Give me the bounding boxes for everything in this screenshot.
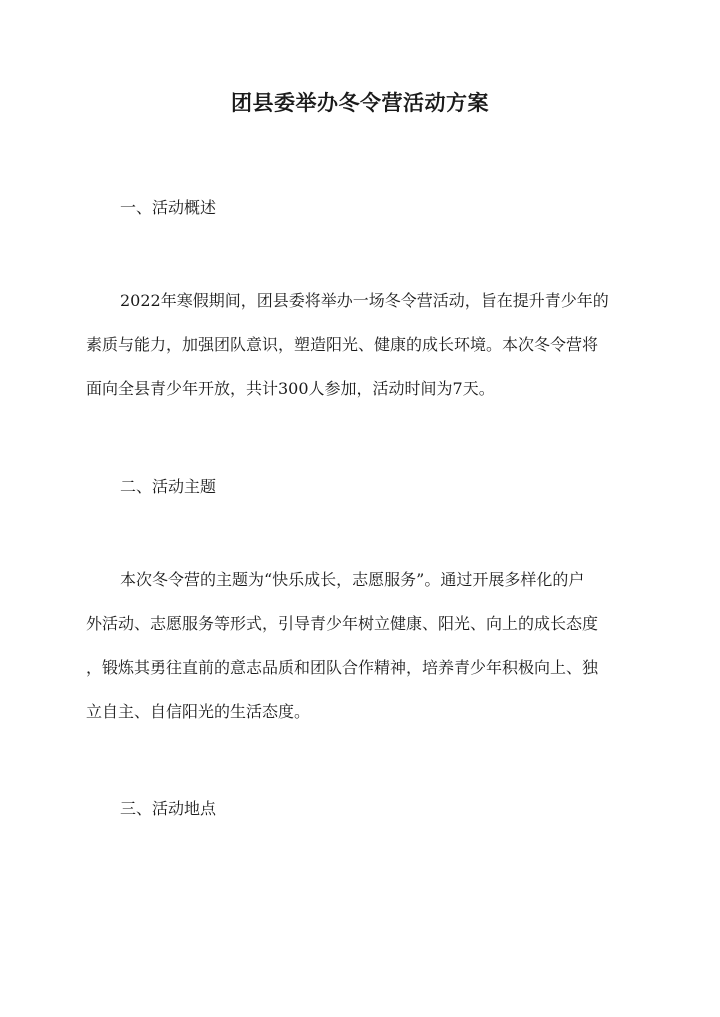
section-heading-location: 三、活动地点	[120, 799, 217, 818]
theme-line-4: 立自主、自信阳光的生活态度。	[86, 702, 311, 721]
theme-line-1: 本次冬令营的主题为“快乐成长，志愿服务”。通过开展多样化的户	[120, 570, 585, 589]
overview-line-1: 2022年寒假期间，团县委将举办一场冬令营活动，旨在提升青少年的	[120, 291, 609, 310]
overview-line-2: 素质与能力，加强团队意识，塑造阳光、健康的成长环境。本次冬令营将	[86, 335, 599, 354]
theme-line-3: ，锻炼其勇往直前的意志品质和团队合作精神，培养青少年积极向上、独	[86, 658, 599, 677]
section-heading-theme: 二、活动主题	[120, 477, 217, 496]
theme-line-2: 外活动、志愿服务等形式，引导青少年树立健康、阳光、向上的成长态度	[86, 614, 599, 633]
document-title: 团县委举办冬令营活动方案	[231, 90, 489, 115]
overview-line-3: 面向全县青少年开放，共计300人参加，活动时间为7天。	[86, 379, 495, 398]
overview-paragraph	[86, 279, 632, 411]
section-heading-overview: 一、活动概述	[120, 198, 217, 217]
theme-paragraph	[86, 558, 632, 734]
